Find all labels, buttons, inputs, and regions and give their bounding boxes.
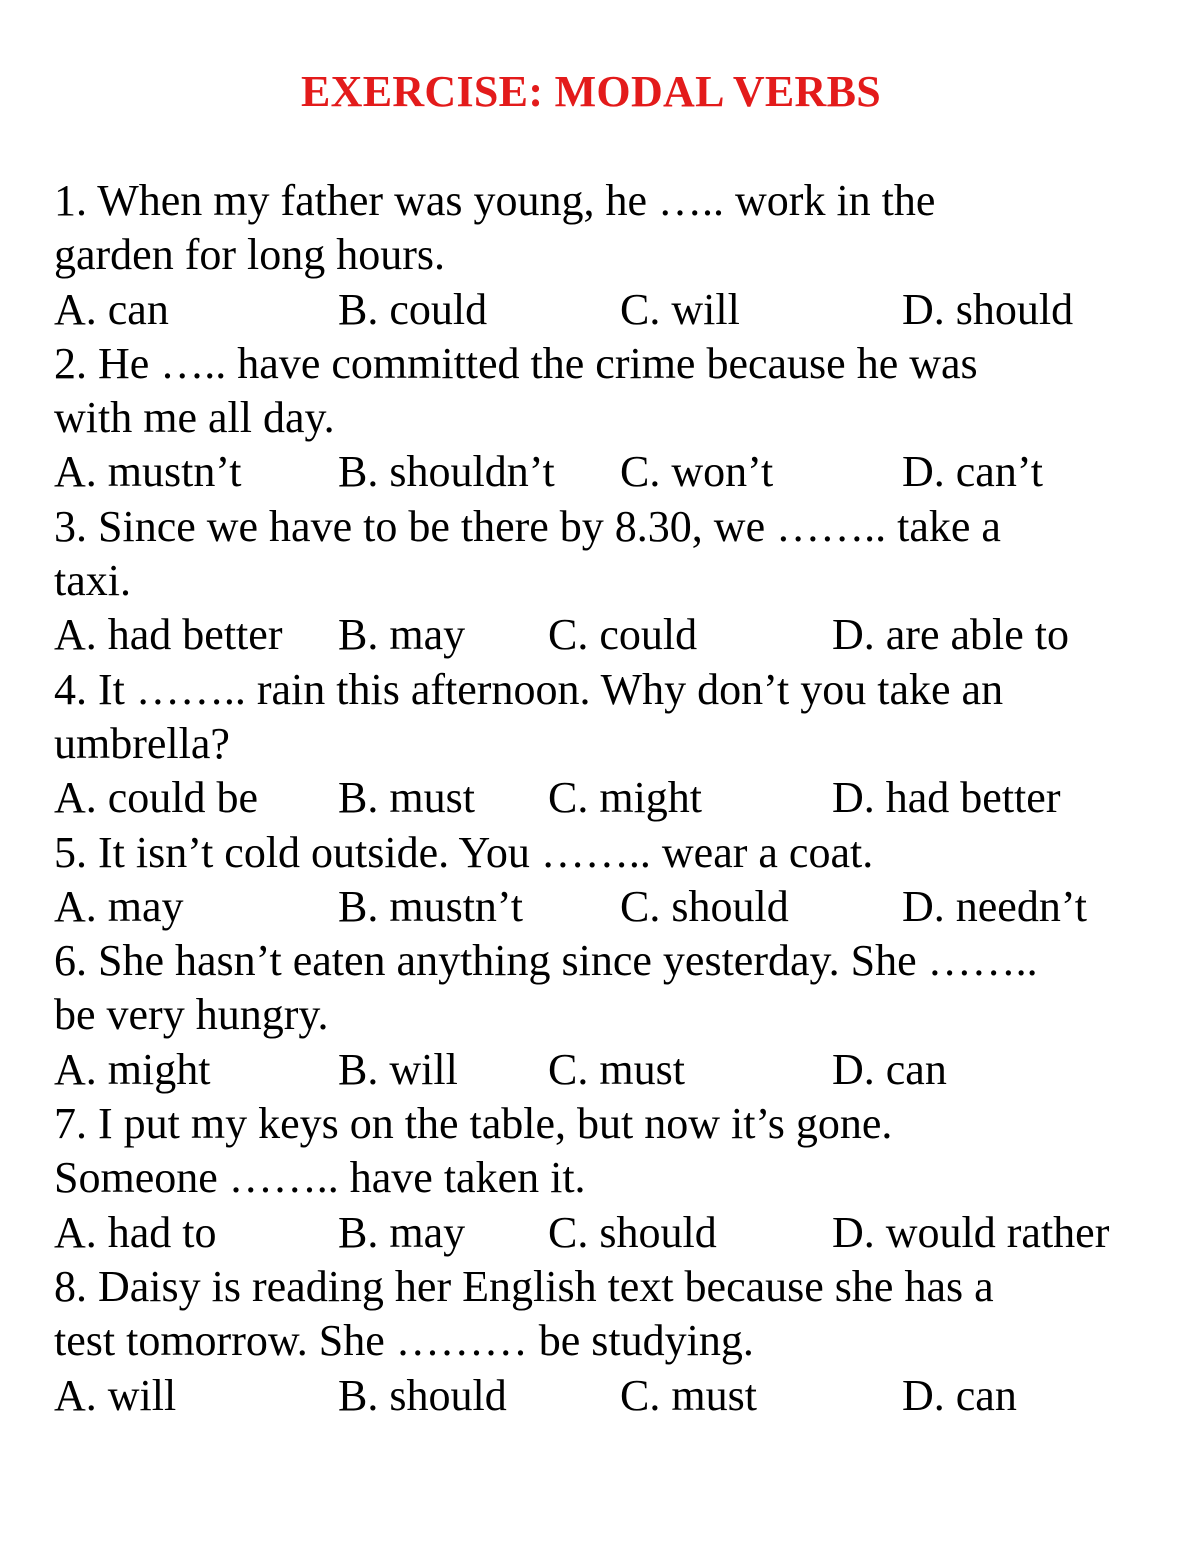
option-a: A. may	[54, 881, 184, 931]
option-a: A. had better	[54, 610, 283, 660]
question-4-text-line: umbrella?	[54, 718, 230, 768]
question-7	[54, 1097, 1174, 1260]
option-a: A. can	[54, 284, 169, 334]
option-c: C. could	[548, 610, 698, 660]
option-d: D. are able to	[832, 610, 1069, 660]
question-8-text-line: test tomorrow. She ……… be studying.	[54, 1316, 754, 1366]
question-7-options	[54, 1206, 1174, 1260]
option-c: C. must	[620, 1370, 757, 1420]
question-2-text-line: with me all day.	[54, 393, 335, 443]
question-6-options	[54, 1043, 1174, 1097]
option-b: B. must	[338, 773, 475, 823]
question-7-text-line: Someone …….. have taken it.	[54, 1153, 586, 1203]
option-d: D. should	[902, 284, 1074, 334]
question-3-text-line: taxi.	[54, 556, 131, 606]
option-c: C. won’t	[620, 447, 774, 497]
question-1-text-line: 1. When my father was young, he ….. work in the	[54, 176, 936, 225]
question-5	[54, 826, 1174, 935]
option-d: D. needn’t	[902, 881, 1087, 931]
question-list	[54, 174, 1174, 1423]
question-7-text-line: 7. I put my keys on the table, but now it’s gone.	[54, 1099, 893, 1149]
question-6-text-line: 6. She hasn’t eaten anything since yesterday. She ……..	[54, 936, 1038, 986]
option-d: D. can	[832, 1044, 947, 1094]
question-2	[54, 337, 1174, 500]
question-8	[54, 1260, 1174, 1423]
question-6	[54, 934, 1174, 1097]
question-6-text-line: be very hungry.	[54, 990, 329, 1040]
question-5-text-line: 5. It isn’t cold outside. You …….. wear a coat.	[54, 827, 874, 877]
option-c: C. must	[548, 1044, 685, 1094]
option-a: A. might	[54, 1044, 211, 1094]
option-b: B. mustn’t	[338, 881, 524, 931]
option-c: C. should	[620, 881, 789, 931]
option-b: B. will	[338, 1044, 458, 1094]
question-1-text-line: garden for long hours.	[54, 230, 446, 280]
question-1	[54, 174, 1174, 337]
question-4-options	[54, 771, 1174, 825]
question-3-options	[54, 608, 1174, 662]
option-c: C. should	[548, 1207, 717, 1257]
option-b: B. shouldn’t	[338, 447, 555, 497]
question-8-text-line: 8. Daisy is reading her English text because she has a	[54, 1261, 994, 1311]
option-c: C. might	[548, 773, 703, 823]
option-a: A. mustn’t	[54, 447, 242, 497]
option-d: D. would rather	[832, 1207, 1110, 1257]
option-b: B. may	[338, 610, 466, 660]
question-4-text-line: 4. It …….. rain this afternoon. Why don’t you take an	[54, 664, 1004, 714]
question-2-text-line: 2. He ….. have committed the crime because he was	[54, 338, 978, 388]
question-5-options	[54, 880, 1174, 934]
question-2-options	[54, 445, 1174, 499]
question-3	[54, 500, 1174, 663]
option-b: B. may	[338, 1207, 466, 1257]
question-4	[54, 663, 1174, 826]
option-a: A. will	[54, 1370, 177, 1420]
question-3-text-line: 3. Since we have to be there by 8.30, we …….. take a	[54, 501, 1001, 551]
option-a: A. had to	[54, 1207, 217, 1257]
question-1-options	[54, 283, 1174, 337]
option-c: C. will	[620, 284, 740, 334]
option-d: D. had better	[832, 773, 1061, 823]
question-8-options	[54, 1369, 1174, 1423]
exercise-title: EXERCISE: MODAL VERBS	[300, 67, 882, 116]
option-b: B. should	[338, 1370, 507, 1420]
option-d: D. can	[902, 1370, 1017, 1420]
option-b: B. could	[338, 284, 488, 334]
option-d: D. can’t	[902, 447, 1043, 497]
option-a: A. could be	[54, 773, 259, 823]
